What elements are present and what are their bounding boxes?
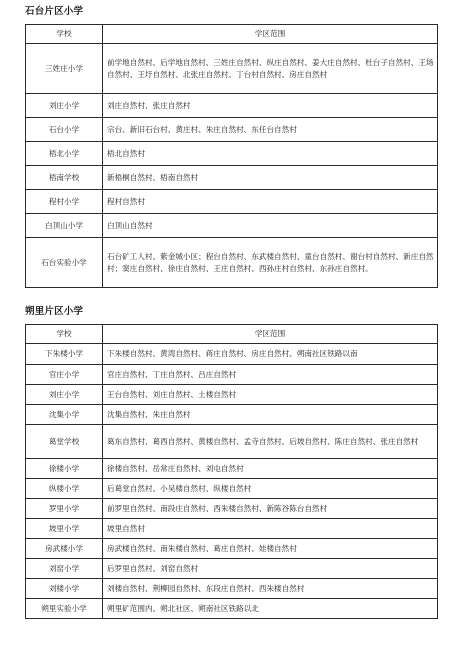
school-name: 梧北小学 bbox=[26, 142, 103, 166]
school-name: 官庄小学 bbox=[26, 365, 103, 385]
school-name: 纵楼小学 bbox=[26, 479, 103, 499]
table-row bbox=[26, 365, 438, 385]
school-area: 石台矿工人村、紫金城小区；程台自然村、东武楼自然村、童台自然村、谢台村自然村、新庄自然村；窦庄自然村、徐庄自然村、王庄自然村、西孙庄村自然村、东孙庄自然村。 bbox=[103, 238, 438, 288]
school-area: 沈集自然村、朱庄自然村 bbox=[103, 405, 438, 425]
table-header-row bbox=[26, 25, 438, 44]
header-area: 学区范围 bbox=[103, 25, 438, 44]
table-row bbox=[26, 142, 438, 166]
section-shitai bbox=[25, 6, 437, 288]
section-title: 石台片区小学 bbox=[25, 6, 84, 17]
table-row bbox=[26, 166, 438, 190]
table-row bbox=[26, 479, 438, 499]
school-area: 房武楼自然村、南朱楼自然村、葛庄自然村、娃楼自然村 bbox=[103, 539, 438, 559]
table-row bbox=[26, 190, 438, 214]
school-name: 白顶山小学 bbox=[26, 214, 103, 238]
school-area: 新梧桐自然村、梧南自然村 bbox=[103, 166, 438, 190]
school-district-table bbox=[25, 324, 438, 619]
school-name: 徐楼小学 bbox=[26, 459, 103, 479]
table-row bbox=[26, 94, 438, 118]
school-area: 梧北自然村 bbox=[103, 142, 438, 166]
school-name: 刘庄小学 bbox=[26, 385, 103, 405]
school-name: 房武楼小学 bbox=[26, 539, 103, 559]
school-area: 官庄自然村、丁庄自然村、吕庄自然村 bbox=[103, 365, 438, 385]
table-row bbox=[26, 539, 438, 559]
school-name: 坡里小学 bbox=[26, 519, 103, 539]
table-row bbox=[26, 238, 438, 288]
school-area: 坡里自然村 bbox=[103, 519, 438, 539]
school-name: 罗里小学 bbox=[26, 499, 103, 519]
school-area: 宗台、新旧石台村、黄庄村、朱庄自然村、东任台自然村 bbox=[103, 118, 438, 142]
school-name: 沈集小学 bbox=[26, 405, 103, 425]
table-row bbox=[26, 559, 438, 579]
school-area: 徐楼自然村、岳常庄自然村、刘屯自然村 bbox=[103, 459, 438, 479]
table-row bbox=[26, 344, 438, 365]
school-area: 后葛堂自然村、小吴楼自然村、纵楼自然村 bbox=[103, 479, 438, 499]
school-name: 石台小学 bbox=[26, 118, 103, 142]
table-header-row bbox=[26, 325, 438, 344]
school-name: 程村小学 bbox=[26, 190, 103, 214]
school-name: 石台实验小学 bbox=[26, 238, 103, 288]
header-area: 学区范围 bbox=[103, 325, 438, 344]
school-area: 白顶山自然村 bbox=[103, 214, 438, 238]
school-name: 朔里实验小学 bbox=[26, 599, 103, 619]
school-name: 三姓庄小学 bbox=[26, 44, 103, 94]
school-area: 葛东自然村、葛西自然村、黄楼自然村、孟寺自然村、后坡自然村、陈庄自然村、张庄自然村 bbox=[103, 425, 438, 459]
header-school: 学校 bbox=[26, 325, 103, 344]
table-row bbox=[26, 459, 438, 479]
school-area: 朔里矿范围内、朔北社区、朔南社区铁路以北 bbox=[103, 599, 438, 619]
table-row bbox=[26, 405, 438, 425]
table-row bbox=[26, 44, 438, 94]
table-row bbox=[26, 118, 438, 142]
table-row bbox=[26, 579, 438, 599]
school-name: 刘楼小学 bbox=[26, 579, 103, 599]
school-area: 程村自然村 bbox=[103, 190, 438, 214]
school-area: 下朱楼自然村、黄湾自然村、蒋庄自然村、房庄自然村、朔南社区铁路以南 bbox=[103, 344, 438, 365]
school-district-table bbox=[25, 24, 438, 288]
section-title: 朔里片区小学 bbox=[25, 306, 84, 317]
header-school: 学校 bbox=[26, 25, 103, 44]
table-row bbox=[26, 425, 438, 459]
table-row bbox=[26, 214, 438, 238]
section-shuoli bbox=[25, 306, 437, 619]
school-name: 梧南学校 bbox=[26, 166, 103, 190]
table-row bbox=[26, 499, 438, 519]
table-row bbox=[26, 385, 438, 405]
table-row bbox=[26, 519, 438, 539]
school-area: 后罗里自然村、刘窑自然村 bbox=[103, 559, 438, 579]
school-area: 刘楼自然村、荆柳园自然村、东段庄自然村、西朱楼自然村 bbox=[103, 579, 438, 599]
school-name: 刘窑小学 bbox=[26, 559, 103, 579]
school-area: 前学地自然村、后学地自然村、三姓庄自然村、纵庄自然村、姜大庄自然村、杜台子自然村、王场自然村、王圩自然村、北张庄自然村、丁台村自然村、房庄自然村 bbox=[103, 44, 438, 94]
table-row bbox=[26, 599, 438, 619]
school-name: 葛堂学校 bbox=[26, 425, 103, 459]
school-name: 下朱楼小学 bbox=[26, 344, 103, 365]
school-name: 刘庄小学 bbox=[26, 94, 103, 118]
school-area: 前罗里自然村、南段庄自然村、西朱楼自然村、新陈谷陈台自然村 bbox=[103, 499, 438, 519]
school-area: 王台自然村、刘庄自然村、土楼自然村 bbox=[103, 385, 438, 405]
school-area: 刘庄自然村、张庄自然村 bbox=[103, 94, 438, 118]
